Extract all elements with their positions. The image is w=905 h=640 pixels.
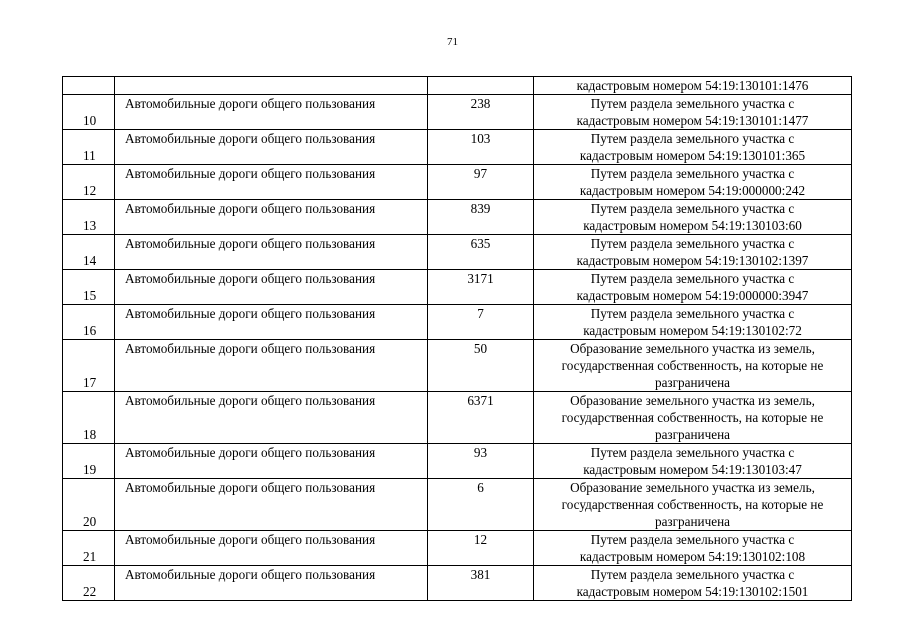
cell-area: 50 [428,340,534,392]
table-row [63,531,852,566]
method-line: разграничена [654,514,731,529]
cell-number: 11 [63,130,115,165]
table-row [63,479,852,531]
method-line: Путем раздела земельного участка с [590,96,795,111]
cell-area: 6371 [428,392,534,444]
cell-method [534,392,852,444]
cell-purpose: Автомобильные дороги общего пользования [115,444,428,479]
table-row [63,444,852,479]
cell-purpose: Автомобильные дороги общего пользования [115,531,428,566]
cell-method: кадастровым номером 54:19:130101:1476 [534,77,852,95]
table-row [63,340,852,392]
cell-number: 13 [63,200,115,235]
method-line: Путем раздела земельного участка с [590,166,795,181]
table-row [63,130,852,165]
table-row [63,392,852,444]
cell-method [534,479,852,531]
method-line: Путем раздела земельного участка с [590,445,795,460]
page-number: 71 [447,36,458,48]
cell-method [534,444,852,479]
cell-purpose: Автомобильные дороги общего пользования [115,235,428,270]
cell-number: 22 [63,566,115,601]
method-line: Образование земельного участка из земель, [570,480,815,495]
cell-purpose: Автомобильные дороги общего пользования [115,340,428,392]
method-line: Путем раздела земельного участка с [590,201,795,216]
method-line: кадастровым номером 54:19:130102:1397 [576,253,809,268]
method-line: Путем раздела земельного участка с [590,306,795,321]
table-row [63,566,852,601]
cell-purpose: Автомобильные дороги общего пользования [115,305,428,340]
cell-purpose: Автомобильные дороги общего пользования [115,566,428,601]
cell-number: 12 [63,165,115,200]
cell-purpose: Автомобильные дороги общего пользования [115,392,428,444]
cell-purpose: Автомобильные дороги общего пользования [115,479,428,531]
cell-area: 6 [428,479,534,531]
method-line: Путем раздела земельного участка с [590,271,795,286]
method-line: кадастровым номером 54:19:130103:60 [583,218,802,233]
cell-purpose: Автомобильные дороги общего пользования [115,200,428,235]
method-line: Образование земельного участка из земель, [570,393,815,408]
method-line: кадастровым номером 54:19:130103:47 [583,462,802,477]
cell-purpose: Автомобильные дороги общего пользования [115,95,428,130]
cell-method [534,165,852,200]
cell-area: 103 [428,130,534,165]
table-row-continuation [63,77,852,95]
cell-area: 3171 [428,270,534,305]
cell-area: 97 [428,165,534,200]
method-line: кадастровым номером 54:19:130102:108 [579,549,806,564]
method-line: Путем раздела земельного участка с [590,567,795,582]
cell-number: 14 [63,235,115,270]
method-line: государственная собственность, на которые не [561,410,824,425]
cell-number [63,77,115,95]
cell-method [534,235,852,270]
method-line: кадастровым номером 54:19:000000:242 [579,183,806,198]
cell-number: 10 [63,95,115,130]
cell-number: 16 [63,305,115,340]
method-line: разграничена [654,427,731,442]
cell-method [534,531,852,566]
cell-method [534,130,852,165]
method-line: Путем раздела земельного участка с [590,532,795,547]
cell-purpose: Автомобильные дороги общего пользования [115,130,428,165]
table-row [63,305,852,340]
cell-area: 7 [428,305,534,340]
cell-purpose: Автомобильные дороги общего пользования [115,270,428,305]
cell-number: 18 [63,392,115,444]
cell-method [534,270,852,305]
cell-number: 17 [63,340,115,392]
cell-area: 238 [428,95,534,130]
cell-area: 839 [428,200,534,235]
cell-number: 21 [63,531,115,566]
table-row [63,200,852,235]
cell-method [534,340,852,392]
method-line: государственная собственность, на которые не [561,497,824,512]
cell-number: 19 [63,444,115,479]
cell-purpose [115,77,428,95]
table-row [63,165,852,200]
table-row [63,235,852,270]
cell-area: 93 [428,444,534,479]
cell-area: 12 [428,531,534,566]
cell-method [534,305,852,340]
cell-number: 20 [63,479,115,531]
method-line: кадастровым номером 54:19:130101:365 [579,148,806,163]
cell-area: 381 [428,566,534,601]
method-line: Путем раздела земельного участка с [590,236,795,251]
cell-number: 15 [63,270,115,305]
cell-method [534,95,852,130]
method-line: кадастровым номером 54:19:130102:72 [583,323,802,338]
cell-area: 635 [428,235,534,270]
method-line: кадастровым номером 54:19:130102:1501 [576,584,809,599]
method-line: Путем раздела земельного участка с [590,131,795,146]
method-line: разграничена [654,375,731,390]
cell-purpose: Автомобильные дороги общего пользования [115,165,428,200]
method-line: кадастровым номером 54:19:000000:3947 [576,288,809,303]
method-line: Образование земельного участка из земель, [570,341,815,356]
cell-area [428,77,534,95]
method-line: государственная собственность, на которые не [561,358,824,373]
table-row [63,95,852,130]
land-plots-table [62,76,852,601]
cell-method [534,200,852,235]
table-row [63,270,852,305]
method-line: кадастровым номером 54:19:130101:1477 [576,113,809,128]
cell-method [534,566,852,601]
